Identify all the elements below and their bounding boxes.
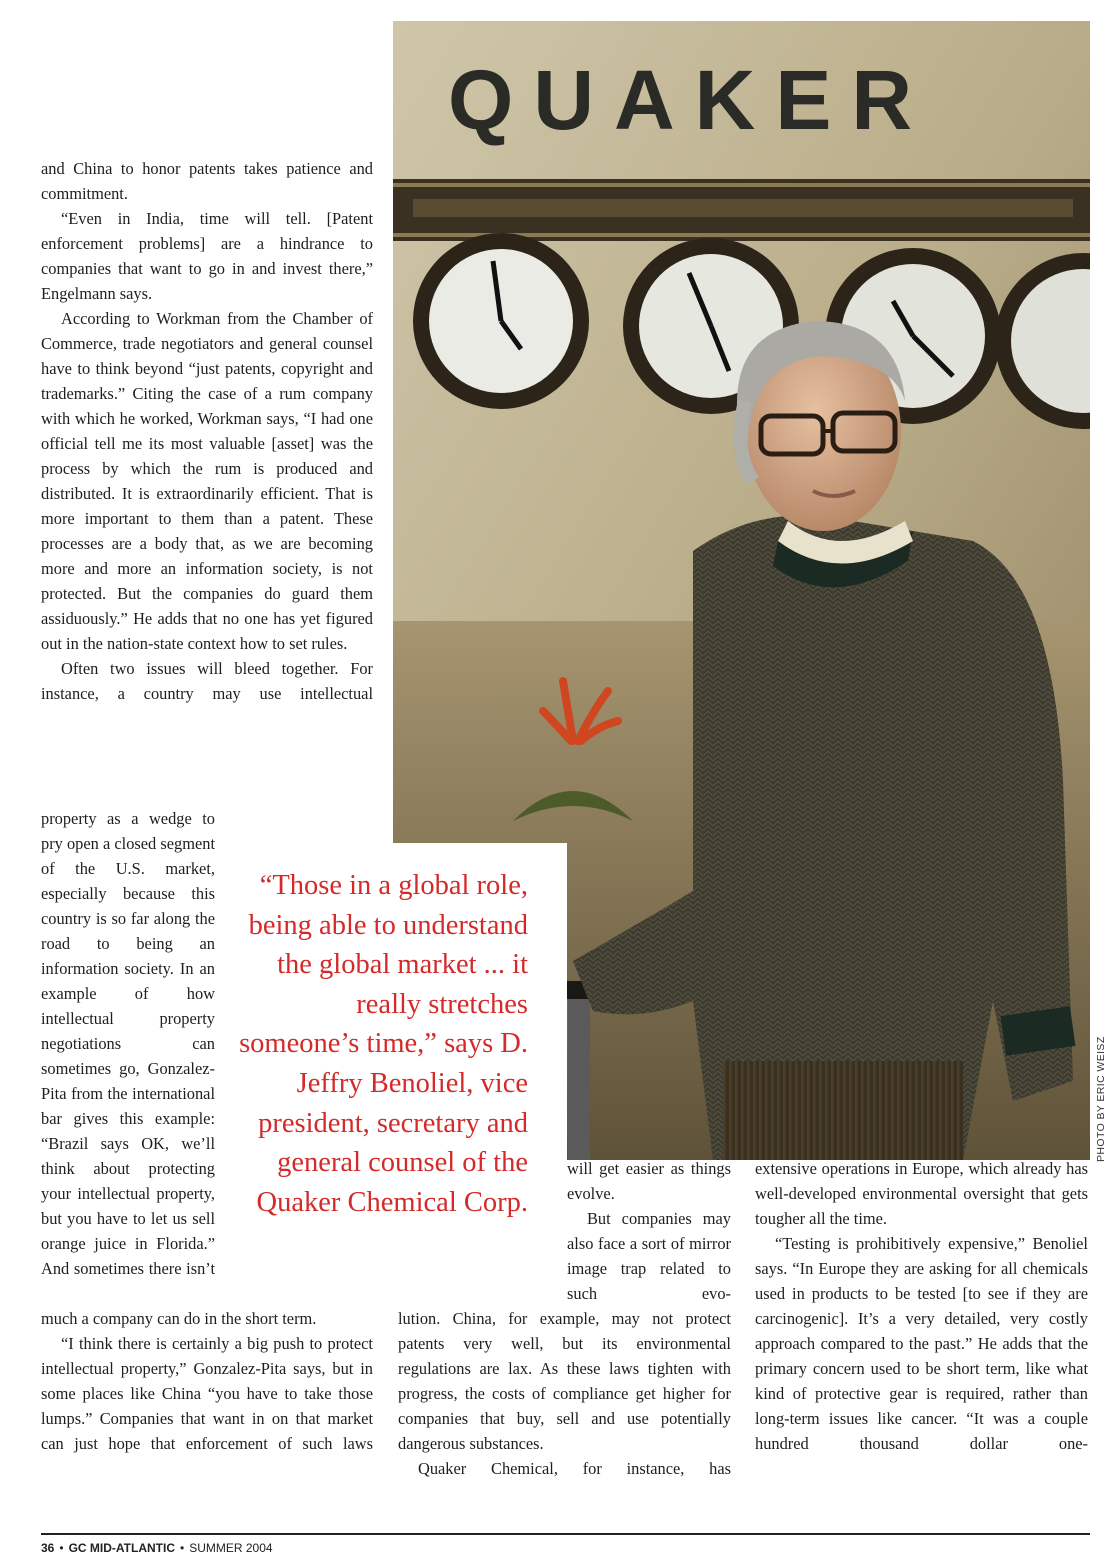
footer-separator: • — [59, 1541, 64, 1555]
paragraph: “Testing is prohibitively expensive,” Benoliel says. “In Europe they are asking for all chemicals used in products to be tested [to see if they are carcinogenic]. It’s a very detailed, very costly approach compared to the past.” He adds that the primary concern used to be short term, like what kind of protective gear is required, rather than long-term issues like cancer. “It was a couple hundred thousand dollar one- — [755, 1234, 1088, 1453]
photo-credit: PHOTO BY ERIC WEISZ — [1095, 1036, 1107, 1162]
paragraph: Quaker Chemical, for instance, has — [418, 1459, 731, 1478]
paragraph: much a company can do in the short term. — [41, 1309, 317, 1328]
publication-name: GC MID-ATLANTIC — [68, 1541, 175, 1555]
article-column-2-top — [567, 1156, 731, 1306]
paragraph: But companies may also face a sort of mirror image trap related to such evo- — [567, 1209, 731, 1303]
paragraph: “Even in India, time will tell. [Patent enforcement problems] are a hindrance to companies that want to go in and invest there,” Engelmann says. — [41, 209, 373, 303]
paragraph: property as a wedge to pry open a closed segment of the U.S. market, especially because this country is so far along the road to being an information society. In an example of how intellectual property negotiations can sometimes go, Gonzalez-Pita from the international bar gives this example: “Brazil says OK, we’ll think about protecting your intellectual property, but you have to let us sell orange juice in Florida.” And sometimes there isn’t — [41, 809, 215, 1278]
article-column-2-bottom — [398, 1306, 731, 1481]
paragraph: will get easier as things evolve. — [567, 1159, 731, 1203]
paragraph: Often two issues will bleed together. For instance, a country may use intellectual — [41, 659, 373, 703]
paragraph: “I think there is certainly a big push to protect intellectual property,” Gonzalez-Pita says, but in some places like China “you have to take those lumps.” Companies that want in on that market can just hope that enforcement of such laws — [41, 1334, 373, 1453]
quaker-sign: QUAKER — [448, 53, 933, 147]
paragraph: According to Workman from the Chamber of Commerce, trade negotiators and general counsel have to think beyond “just patents, copyright and trademarks.” Citing the case of a rum company with which he worked, Workman says, “I had one official tell me its most valuable [asset] was the process by which the rum is produced and distributed. It is extraordinarily efficient. That is more important to them than a patent. These processes are a body that, as we are becoming more and more an information society, is not protected. But the companies do guard them assiduously.” He adds that no one has yet figured out in the nation-state context how to set rules. — [41, 309, 373, 653]
paragraph: lution. China, for example, may not protect patents very well, but its environmental regulations are lax. As these laws tighten with progress, the costs of compliance get higher for companies that buy, sell and use potentially dangerous substances. — [398, 1309, 731, 1453]
paragraph: and China to honor patents takes patience and commitment. — [41, 159, 373, 203]
page-number: 36 — [41, 1541, 55, 1555]
paragraph: extensive operations in Europe, which already has well-developed environmental oversight that gets tougher all the time. — [755, 1159, 1088, 1228]
issue-date: SUMMER 2004 — [189, 1541, 273, 1555]
article-column-1-wrap — [41, 806, 215, 1281]
pull-quote: “Those in a global role, being able to understand the global market ... it really stretches someone’s time,” says D. Jeffry Benoliel, vice president, secretary and general counsel of the Quaker Chemical Corp. — [239, 870, 528, 1218]
article-column-3 — [755, 1156, 1088, 1456]
article-column-1-bottom — [41, 1306, 373, 1456]
footer-separator: • — [180, 1541, 185, 1555]
page-footer — [41, 1541, 273, 1555]
footer-rule — [41, 1533, 1090, 1535]
article-column-1-top — [41, 156, 373, 706]
